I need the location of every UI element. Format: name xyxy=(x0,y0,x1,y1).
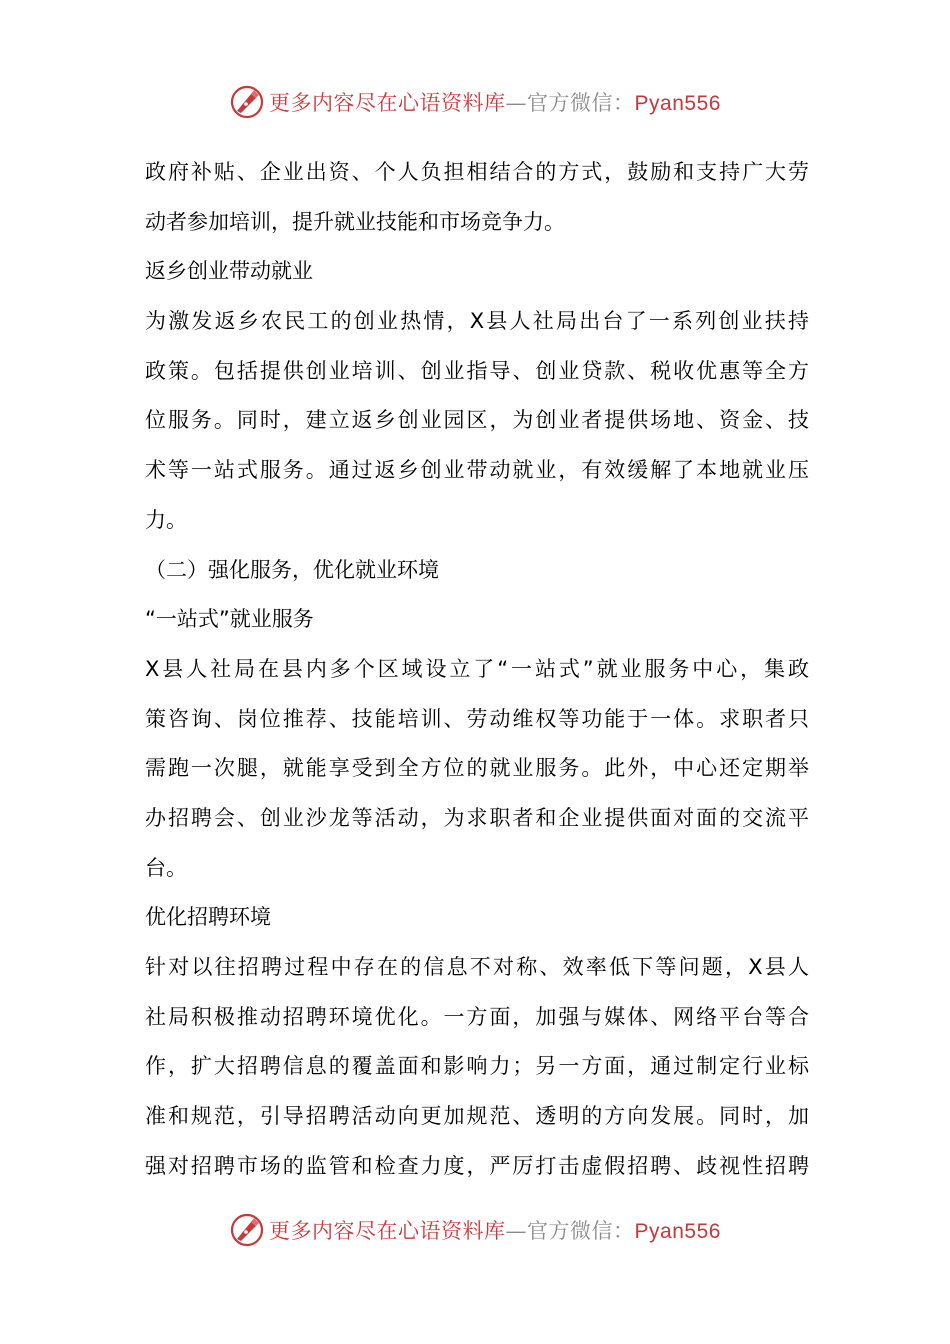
text-line: 社局积极推动招聘环境优化。一方面，加强与媒体、网络平台等合 xyxy=(145,1004,809,1029)
text-line: 政府补贴、企业出资、个人负担相结合的方式，鼓励和支持广大劳 xyxy=(145,160,809,184)
wechat-id: Pyan556 xyxy=(634,92,721,115)
banner-separator: — xyxy=(505,1219,528,1243)
text-line: 政策。包括提供创业培训、创业指导、创业贷款、税收优惠等全方 xyxy=(145,358,809,383)
text-line: （二）强化服务，优化就业环境 xyxy=(145,557,439,582)
text-line: 位服务。同时，建立返乡创业园区，为创业者提供场地、资金、技 xyxy=(145,408,809,433)
text-line: 力。 xyxy=(145,507,187,532)
brand-text: 更多内容尽在心语资料库 xyxy=(269,1219,506,1243)
text-line: 为激发返乡农民工的创业热情，X县人社局出台了一系列创业扶持 xyxy=(145,309,809,334)
banner-separator: — xyxy=(505,91,528,115)
text-line: 需跑一次腿，就能享受到全方位的就业服务。此外，中心还定期举 xyxy=(145,756,809,781)
brand-text: 更多内容尽在心语资料库 xyxy=(269,91,506,115)
pen-nib-icon xyxy=(229,1212,265,1248)
document-body xyxy=(145,148,809,1191)
text-line: 强对招聘市场的监管和检查力度，严厉打击虚假招聘、歧视性招聘 xyxy=(145,1153,809,1178)
text-line: 策咨询、岗位推荐、技能培训、劳动维权等功能于一体。求职者只 xyxy=(145,706,809,731)
wechat-label: 官方微信： xyxy=(527,1219,635,1243)
banner-text xyxy=(269,87,721,117)
banner-text xyxy=(269,1215,721,1245)
text-line: 返乡创业带动就业 xyxy=(145,259,313,284)
text-line: 台。 xyxy=(145,855,187,880)
pen-nib-icon xyxy=(229,84,265,120)
text-line: 动者参加培训，提升就业技能和市场竞争力。 xyxy=(145,209,565,234)
text-line: 针对以往招聘过程中存在的信息不对称、效率低下等问题，X县人 xyxy=(145,955,809,979)
text-line: 作，扩大招聘信息的覆盖面和影响力；另一方面，通过制定行业标 xyxy=(145,1054,809,1079)
wechat-id: Pyan556 xyxy=(634,1220,721,1243)
text-line: 办招聘会、创业沙龙等活动，为求职者和企业提供面对面的交流平 xyxy=(145,805,809,830)
header-banner xyxy=(0,82,950,122)
text-line: 优化招聘环境 xyxy=(145,905,271,930)
text-line: X县人社局在县内多个区域设立了“一站式”就业服务中心，集政 xyxy=(145,656,809,681)
wechat-label: 官方微信： xyxy=(527,91,635,115)
text-line: “一站式”就业服务 xyxy=(145,607,314,632)
footer-banner xyxy=(0,1210,950,1250)
text-line: 准和规范，引导招聘活动向更加规范、透明的方向发展。同时，加 xyxy=(145,1104,809,1129)
text-line: 术等一站式服务。通过返乡创业带动就业，有效缓解了本地就业压 xyxy=(145,458,809,483)
